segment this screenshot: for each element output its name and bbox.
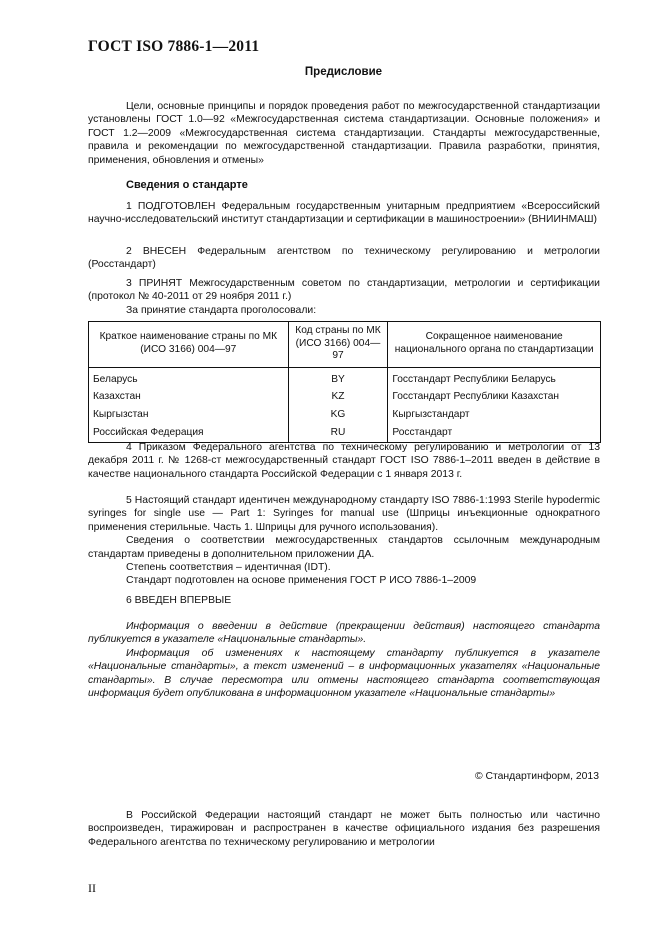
document-header: ГОСТ ISO 7886-1—2011 [88,38,260,55]
item5-degree-line: Степень соответствия – идентичная (IDT). [126,562,331,574]
item6-section [88,594,600,607]
item5-basis-line: Стандарт подготовлен на основе применения ГОСТ Р ИСО 7886-1–2009 [126,575,477,587]
intro-section [88,100,600,167]
country-code-cell: RU [288,424,388,443]
info-paragraph-2: Информация об изменениях к настоящему стандарту публикуется в указателе «Национальные стандарты», а текст изменений – в информационных указателях «Национальные стандарты». В случае пересмотра или отмены настоящего стандарта соответствующая информация будет опубликована в информационном указателе «Национальные стандарты» [88,647,600,700]
standards-body-cell: Госстандарт Республики Казахстан [388,388,601,406]
country-name-cell: Российская Федерация [89,424,289,443]
voting-table [88,321,601,443]
notice-section [88,809,600,849]
item3-vote-line: За принятие стандарта проголосовали: [126,304,317,316]
table-header-cell: Краткое наименование страны по МК (ИСО 3166) 004—97 [89,322,289,368]
country-name-cell: Кыргызстан [89,406,289,424]
intro-paragraph: Цели, основные принципы и порядок проведения работ по межгосударственной стандартизации установлены ГОСТ 1.0—92 «Межгосударственная система стандартизации. Основные положения» и ГОСТ 1.2—2009 «Межгосударственная система стандартизации. Стандарты межгосударственные, правила и рекомендации по межгосударственной стандартизации. Правила разработки, принятия, применения, обновления и отмены» [88,101,600,166]
item1-section [88,200,600,227]
page-number: II [88,881,96,895]
table-header-row [89,322,601,368]
item3-paragraph: 3 ПРИНЯТ Межгосударственным советом по стандартизации, метрологии и сертификации (протокол № 40-2011 от 29 ноября 2011 г.) [88,278,600,303]
table-header-cell: Код страны по МК (ИСО 3166) 004—97 [288,322,388,368]
standards-body-cell: Госстандарт Республики Беларусь [388,367,601,388]
item2-paragraph: 2 ВНЕСЕН Федеральным агентством по техническому регулированию и метрологии (Росстандарт) [88,246,600,271]
country-code-cell: KZ [288,388,388,406]
item3-section [88,277,600,317]
standards-body-cell: Кыргызстандарт [388,406,601,424]
section-subtitle: Сведения о стандарте [126,179,248,191]
page-title: Предисловие [304,66,383,78]
copyright-line: © Стандартинформ, 2013 [474,771,599,782]
item6-line: 6 ВВЕДЕН ВПЕРВЫЕ [126,595,232,606]
info-section [88,620,600,700]
table-row [89,367,601,388]
item4-section [88,441,600,481]
table-header-cell: Сокращенное наименование национального органа по стандартизации [388,322,601,368]
standards-body-cell: Росстандарт [388,424,601,443]
info-paragraph-1: Информация о введении в действие (прекращении действия) настоящего стандарта публикуется в указателе «Национальные стандарты». [88,621,600,646]
country-name-cell: Беларусь [89,367,289,388]
table-row [89,406,601,424]
item4-paragraph: 4 Приказом Федерального агентства по техническому регулированию и метрологии от 13 декабря 2011 г. № 1268-ст межгосударственный стандарт ГОСТ ISO 7886-1–2011 введен в действие в качестве национального стандарта Российской Федерации с 1 января 2013 г. [88,442,600,480]
country-code-cell: BY [288,367,388,388]
item1-paragraph: 1 ПОДГОТОВЛЕН Федеральным государственным унитарным предприятием «Всероссийский научно-исследовательский институт стандартизации и сертификации в машиностроении» (ВНИИНМАШ) [88,201,600,226]
reproduction-notice: В Российской Федерации настоящий стандарт не может быть полностью или частично воспроизведен, тиражирован и распространен в качестве официального издания без разрешения Федерального агентства по техническому регулированию и метрологии [88,810,600,848]
country-name-cell: Казахстан [89,388,289,406]
item5-section [88,494,600,588]
item2-section [88,245,600,272]
table-row [89,388,601,406]
item5-conformity-note: Сведения о соответствии межгосударственных стандартов ссылочным международным стандартам приведены в дополнительном приложении ДА. [88,535,600,560]
country-code-cell: KG [288,406,388,424]
table-row [89,424,601,443]
item5-paragraph: 5 Настоящий стандарт идентичен международному стандарту ISO 7886-1:1993 Sterile hypodermic syringes for single use — Part 1: Syringes for manual use (Шприцы инъекционные однократного применения стерильные. Часть 1. Шприцы для ручного использования). [88,495,600,533]
